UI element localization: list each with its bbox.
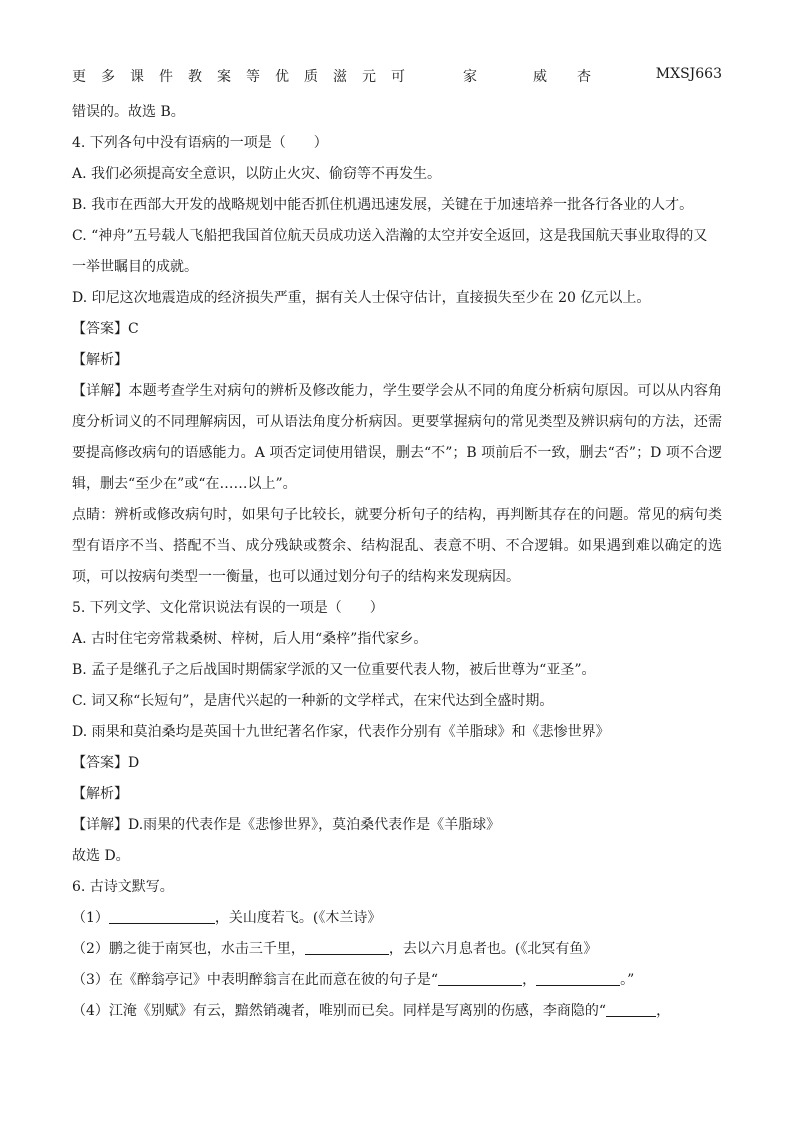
question-5-choice: 故选 D。 (72, 848, 130, 864)
item-text: （1） (72, 910, 109, 926)
header-char: 等 (246, 69, 260, 85)
question-4-option-b: B. 我市在西部大开发的战略规划中能否抓住机遇迅速发展，关键在于加速培养一批各行各业的人才。 (72, 197, 694, 213)
item-text: （2）鹏之徙于南冥也，水击三千里， (72, 941, 305, 957)
question-4-option-a: A. 我们必须提高安全意识，以防止火灾、偷窃等不再发生。 (72, 166, 442, 182)
question-4-option-d: D. 印尼这次地震造成的经济损失严重，据有关人士保守估计，直接损失至少在 20 亿元以上。 (72, 290, 651, 306)
item-text: ， (656, 1003, 671, 1019)
item-text: ，关山度若飞。(《木兰诗》 (214, 910, 382, 926)
header-code: MXSJ663 (655, 66, 722, 82)
question-4-detail: 【详解】本题考查学生对病句的辨析及修改能力，学生要学会从不同的角度分析病句原因。可以从内容角度分析词义的不同理解病因，可从语法角度分析病因。更要掌握病句的常见类型及辨识病句的方法，还需要提高修改病句的语感能力。A 项否定词使用错误，删去“不”；B 项前后不一致，删去“否”；D 项不合逻辑，删去“至少在”或“在……以上”。 (72, 383, 722, 492)
fill-blank (109, 909, 215, 924)
question-6-stem: 6. 古诗文默写。 (72, 879, 174, 895)
item-text: ， (522, 972, 537, 988)
question-5-stem: 5. 下列文学、文化常识说法有误的一项是（ ） (72, 600, 384, 616)
header-char: 教 (188, 69, 202, 85)
header-char: 课 (130, 69, 144, 85)
document-body (72, 97, 722, 1027)
question-5-option-b: B. 孟子是继孔子之后战国时期儒家学派的又一位重要代表人物，被后世尊为“亚圣”。 (72, 662, 596, 678)
header-char: 优 (275, 69, 289, 85)
question-5-detail: 【详解】D.雨果的代表作是《悲惨世界》，莫泊桑代表作是《羊脂球》 (72, 817, 501, 833)
question-5-answer: 【答案】D (72, 755, 140, 771)
header-char: 滋 (333, 69, 347, 85)
fill-blank (305, 940, 389, 955)
text-line: 错误的。故选 B。 (72, 104, 185, 120)
question-6-item-4 (72, 996, 722, 1027)
header-char: 多 (101, 69, 115, 85)
question-4-tip: 点睛：辨析或修改病句时，如果句子比较长，就要分析句子的结构，再判断其存在的问题。常见的病句类型有语序不当、搭配不当、成分残缺或赘余、结构混乱、表意不明、不合逻辑。如果遇到难以确定的选项，可以按病句类型一一衡量，也可以通过划分句子的结构来发现病因。 (72, 507, 722, 585)
question-6-item-2 (72, 934, 722, 965)
item-text: 。” (620, 972, 635, 988)
question-5-analysis-heading: 【解析】 (72, 786, 128, 802)
item-text: ，去以六月息者也。(《北冥有鱼》 (388, 941, 598, 957)
question-4-stem: 4. 下列各句中没有语病的一项是（ ） (72, 135, 328, 151)
fill-blank (536, 971, 620, 986)
fill-blank (438, 971, 522, 986)
header-char: 更 (72, 69, 86, 85)
header-char: 威 (533, 69, 547, 85)
header-char: 案 (217, 69, 231, 85)
question-5-option-d: D. 雨果和莫泊桑均是英国十九世纪著名作家，代表作分别有《羊脂球》和《悲惨世界》 (72, 724, 610, 740)
question-6-item-1 (72, 903, 722, 934)
header-char: 家 (463, 69, 477, 85)
question-4-option-c-cont: 一举世瞩目的成就。 (72, 259, 198, 275)
question-5-option-c: C. 词又称“长短句”，是唐代兴起的一种新的文学样式，在宋代达到全盛时期。 (72, 693, 554, 709)
question-6-item-3 (72, 965, 722, 996)
fill-blank (606, 1002, 656, 1017)
question-4-answer: 【答案】C (72, 321, 139, 337)
header-char: 质 (304, 69, 318, 85)
header-char: 件 (159, 69, 173, 85)
item-text: （3）在《醉翁亭记》中表明醉翁言在此而意在彼的句子是“ (72, 972, 439, 988)
header-char: 元 (362, 69, 376, 85)
question-4-analysis-heading: 【解析】 (72, 352, 128, 368)
header-char: 可 (391, 69, 405, 85)
question-4-option-c: C. “神舟”五号载人飞船把我国首位航天员成功送入浩瀚的太空并安全返回，这是我国航天事业取得的又 (72, 228, 708, 244)
item-text: （4）江淹《别赋》有云，黯然销魂者，唯别而已矣。同样是写离别的伤感，李商隐的“ (72, 1003, 607, 1019)
page-header (72, 66, 722, 86)
header-char: 杏 (577, 69, 591, 85)
question-5-option-a: A. 古时住宅旁常栽桑树、梓树，后人用“桑梓”指代家乡。 (72, 631, 428, 647)
